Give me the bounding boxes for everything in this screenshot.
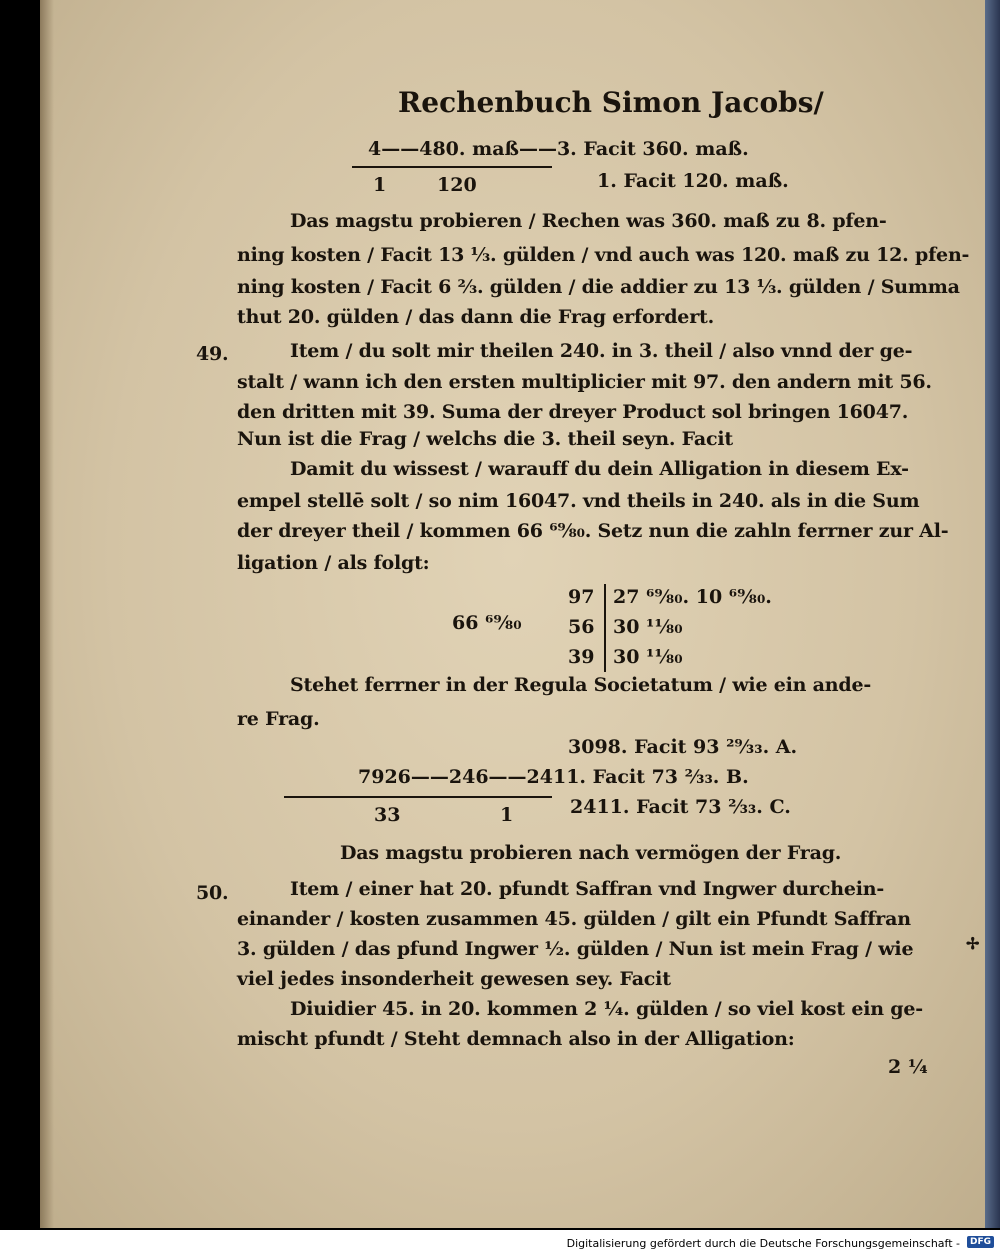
q49-line: Item / du solt mir theilen 240. in 3. theil / also vnnd der ge- [290, 340, 913, 362]
p2-line: der dreyer theil / kommen 66 ⁶⁹⁄₈₀. Setz nun die zahln ferrner zur Al- [237, 520, 949, 542]
footer-credit: Digitalisierung gefördert durch die Deutsche Forschungsgemeinschaft - [566, 1237, 960, 1250]
p3-line: re Frag. [237, 708, 320, 730]
societas-row-a: 3098. Facit 93 ²⁹⁄₃₃. A. [568, 736, 798, 758]
p5-line: Diuidier 45. in 20. kommen 2 ¼. gülden / so viel kost ein ge- [290, 998, 923, 1020]
p1-line: Das magstu probieren / Rechen was 360. maß zu 8. pfen- [290, 210, 887, 232]
societas-row-b: 7926——246——2411. Facit 73 ²⁄₃₃. B. [358, 766, 749, 788]
p1-line: thut 20. gülden / das dann die Frag erfordert. [237, 306, 714, 328]
p2-line: empel stellē solt / so nim 16047. vnd theils in 240. als in die Sum [237, 490, 920, 512]
q50-line: einander / kosten zusammen 45. gülden / gilt ein Pfundt Saffran [237, 908, 911, 930]
p2-line: Damit du wissest / warauff du dein Alligation in diesem Ex- [290, 458, 909, 480]
alligation-row-left: 56 [568, 616, 595, 638]
alligation-row-right: 27 ⁶⁹⁄₈₀. 10 ⁶⁹⁄₈₀. [613, 586, 772, 608]
q50-line: Item / einer hat 20. pfundt Saffran vnd Ingwer durchein- [290, 878, 885, 900]
q49-line: den dritten mit 39. Suma der dreyer Product sol bringen 16047. [237, 401, 909, 423]
alligation-row-left: 97 [568, 586, 595, 608]
catchword: 2 ¼ [888, 1056, 928, 1078]
q49-line: Nun ist die Frag / welchs die 3. theil seyn. Facit [237, 428, 733, 450]
p2-line: ligation / als folgt: [237, 552, 430, 574]
page-edge-shadow [40, 0, 54, 1228]
societas-rule [284, 796, 552, 798]
p1-line: ning kosten / Facit 13 ⅓. gülden / vnd auch was 120. maß zu 12. pfen- [237, 244, 970, 266]
societas-bottom-mid: 1 [500, 804, 514, 826]
p1-line: ning kosten / Facit 6 ⅔. gülden / die addier zu 13 ⅓. gülden / Summa [237, 276, 960, 298]
ex1-line2-right: 1. Facit 120. maß. [597, 170, 789, 192]
q50-line: viel jedes insonderheit gewesen sey. Facit [237, 968, 671, 990]
margin-mark: ✢ [966, 934, 980, 953]
alligation-row-left: 39 [568, 646, 595, 668]
alligation-row-right: 30 ¹¹⁄₈₀ [613, 646, 683, 668]
alligation-divider [604, 584, 606, 672]
societas-row-c: 2411. Facit 73 ²⁄₃₃. C. [570, 796, 791, 818]
ex1-rule [352, 166, 552, 168]
p3-line: Stehet ferrner in der Regula Societatum / wie ein ande- [290, 674, 872, 696]
dfg-logo: DFG [967, 1236, 994, 1248]
p5-line: mischt pfundt / Steht demnach also in der Alligation: [237, 1028, 795, 1050]
question-number-49: 49. [196, 343, 229, 365]
alligation-mean: 66 ⁶⁹⁄₈₀ [452, 612, 522, 634]
alligation-row-right: 30 ¹¹⁄₈₀ [613, 616, 683, 638]
p4-line: Das magstu probieren nach vermögen der Frag. [340, 842, 842, 864]
footer-bar [0, 1230, 1000, 1255]
question-number-50: 50. [196, 882, 229, 904]
q50-line: 3. gülden / das pfund Ingwer ½. gülden / Nun ist mein Frag / wie [237, 938, 914, 960]
q49-line: stalt / wann ich den ersten multiplicier mit 97. den andern mit 56. [237, 371, 932, 393]
societas-bottom-left: 33 [374, 804, 401, 826]
book-spine [985, 0, 1000, 1228]
ex1-line1: 4——480. maß——3. Facit 360. maß. [368, 138, 749, 160]
ex1-line2-mid: 120 [437, 174, 477, 196]
ex1-line2-left: 1 [373, 174, 387, 196]
running-head: Rechenbuch Simon Jacobs/ [398, 86, 824, 119]
